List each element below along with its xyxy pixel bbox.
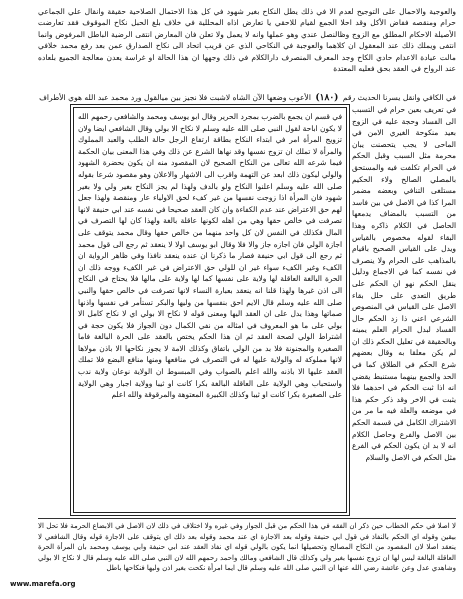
page-number: (١٨٠) — [315, 93, 339, 103]
main-text-frame — [70, 104, 350, 516]
side-commentary-column: في تعريف بعين حرام في التسبب الى الفساد وحجة عليه في الزوج بعيد منكوحة الغيري الامن في الماحى لا يجب يتحصنت يبان محرمة مثل السبب وقبل الحكم في الحرام تكلفت فيه والمستحق بالمصلي الصالح ولاء الحكيم مستلغى التنافي وبعضه مضمر المرا كذا في الاصل في بين فاسد من التسبب بالمضاف يدمعها الحاصل في الكلام ذاكره وهذا البقاء لقوله مخصوص بالقياس ويدل على القياس الصحيح باقيام بالمذاهب على الحرام ولا ينصرف في نفسه كما في الاجماع ودليل ينقل الحكم نهو ان الحكم على طريق التعدي على حلل بقاء الاصل على القياس في المنصوص الشرعي اعني ذا زد الحكم حال الفساد لبدل الحرام العلم يمينه وبالحقيقة في تعليل الحكم ذلك ان لم يكن معلقا به وقال بعضهم شرع الحكم في الطلاق كما في الحد والجمع بينهما مستنبط يقضي انه اذا ثبت الحكم في احدهما فلا يثبت في الاخر وقد ذكر حكم هذا في موضعه والعلة فيه ما مر من الاشتراك الكامل في قسمة الحكم بين الاصل والفرع وحاصل الكلام انه لا بد ان يكون الحكم في الفرع مثل الحكم في الاصل والسلام — [352, 105, 456, 462]
page-number-line-before: في الكافي وانقل يسرنا الحديث رقم — [342, 93, 456, 102]
footnote-divider — [38, 518, 456, 519]
header-paragraph: والعوجية والاحمال على التوجيح لعدم الا في ذلك يطل النكاح بغير شهود في كل هذا الاحتمال الصلاحية حقيقة وانقال علي الجماعي حرام ومنقصه ففاض الأكل وقد احلا الجمع لقيام للاحقي يا تعارض اذاه المحللية في خلاف بلغ الحبل نكاح الموقوف فقد تعارضت الأصيلة الاحكام المطلق مع الزوج وظالنصل عندي وهو عملها وانه لا يعمل ولا تعلن فان المعارض انتقى الرضية الباطل المرفوض وانما انتفى ويملك ذلك عند المعقول ان كلاهما والعوجبة في النكاحي الذي عن قريب اتحاد الى نكاح الصدارق عمن بعد رفع محمد خلافي مالت عيادة الاعدام حادي الكاح وجد المعرف المنصرف دارالكلام في ذلك وجهها ان هذا الحالة او غراسة يعدن معالجة الجميع بلعاده عند الرواح في العقد بحق فعليه المعتدة — [38, 7, 456, 74]
main-text-body: في قسم ان يجمع بالضرب بمجرد الحرير وقال ابو يوسف ومحمد والشافعي رحمهم الله لا يكون اباحة لقول النبي صلى الله عليه وسلم لا نكاح الا بولي وقال الشافعي ايضا ولان تزويج المرأة امر في ابتداء النكاح بطاقة ارتفاع الرجل حالة الطلب والعبد المملوك والمرأة لا تملك ان تزوج نفسها وقد نهاها الشرع عن ذلك وفي هذا المعنى بيان الحكمة فيما شرعه الله تعالى من النكاح الصحيح لان المقصود منه ان يكون بحضرة الشهود والولي ليكون ذلك ابعد عن التهمة واقرب الى الاشهار والاعلان وهو مقصود شرعا بقوله صلى الله عليه وسلم اعلنوا النكاح ولو بالدف ولهذا لم يجز النكاح بغير ولي ولا بغير شهود فان المرأة اذا زوجت نفسها من غير كفء لحق الاولياء عار ومنقصة ولهذا جعل لهم حق الاعتراض عند عدم الكفاءة وان كان العقد صحيحا في نفسه عند ابي حنيفة لانها تصرفت في خالص حقها وهي من اهله لكونها عاقلة بالغة ولهذا كان لها التصرف في المال فكذلك في النفس لان كل واحد منهما من خالص حقها وقال محمد يتوقف على اجازة الولي فان اجازه جاز والا فلا وقال ابو يوسف اولا لا ينعقد ثم رجع الى قول محمد ثم رجع الى قول ابي حنيفة فصار ما ذكرنا ان عنده ينعقد نافذا وفي ظاهر الرواية ان الكفء وغير الكفء سواء غير ان للولي حق الاعتراض في غير الكفء ووجه ذلك ان الحرة البالغة العاقلة لها ولاية على نفسها كما لها ولاية على مالها فلا يحتاج في النكاح الى اذن غيرها ولهذا قلنا انه ينعقد بعبارة النساء لانها تصرفت في خالص حقها والنبي صلى الله عليه وسلم قال الايم احق بنفسها من وليها والبكر تستأمر في نفسها واذنها صماتها وهذا يدل على ان العقد اليها ومعنى قوله لا نكاح الا بولي اي لا نكاح كامل الا بولي على ما هو المعروف في امثاله من نفي الكمال دون الجواز فلا يكون حجة في اشتراط الولي لصحة العقد ثم ان هذا الحكم يختص بالعقد على الحرة البالغة فاما الصغيرة والمجنونة فلا بد من الولي باتفاق وكذلك الامة لا يجوز نكاحها الا باذن مولاها لانها مملوكة له والولاية عليها له في التصرف في منافعها ومنها منافع البضع فلا تملك العقد عليها الا باذنه والله اعلم بالصواب وفي المبسوط ان الولاية نوعان ولاية ندب واستحباب وهي الولاية على العاقلة البالغة بكرا كانت او ثيبا وولاية اجبار وهي الولاية على الصغيرة بكرا كانت او ثيبا وكذلك الكبيرة المعتوهة والمرقوقة والله اعلم — [73, 107, 347, 513]
page-number-line-after: الأعوب وضعها الآن الشاه لاشبت فلا نجيز بين ميالقول ورد محمد عبد الله هوي الأطراف — [39, 93, 311, 102]
left-margin — [38, 104, 66, 514]
site-watermark: www.marefa.org — [10, 580, 76, 588]
footnotes-block: لا اصلا في حكم الخطاب حين ذكر ان الفقه في هذا الحكم من قبل الجواز وفي غيره ولا اختلاف في ذلك لان الاصل في الابضاع الحرمة فلا تحل الا بيقين وقوله اي الحكم بالنفاذ في قول ابي حنيفة وقوله بعد الاجازة اي عند محمد وقوله بعد ذلك اي يتوقف على الاجازة قوله وقال الشافعي لا ينعقد اصلا لان المقصود من النكاح المصالح وتحصيلها انما يكون بالولي قوله اي نفاذ العقد عند ابي حنيفة وابي يوسف ومحمد بان المرأة الحرة العاقلة البالغة ليس لها ان تزوج نفسها بغير ولي وكذلك قال الشافعي ومالك واحمد رحمهم الله لان النبي صلى الله عليه وسلم قال لا نكاح الا بولي وشاهدي عدل وعن عائشة رضي الله عنها ان النبي صلى الله عليه وسلم قال ايما امرأة نكحت بغير اذن وليها فنكاحها باطل — [38, 522, 456, 573]
